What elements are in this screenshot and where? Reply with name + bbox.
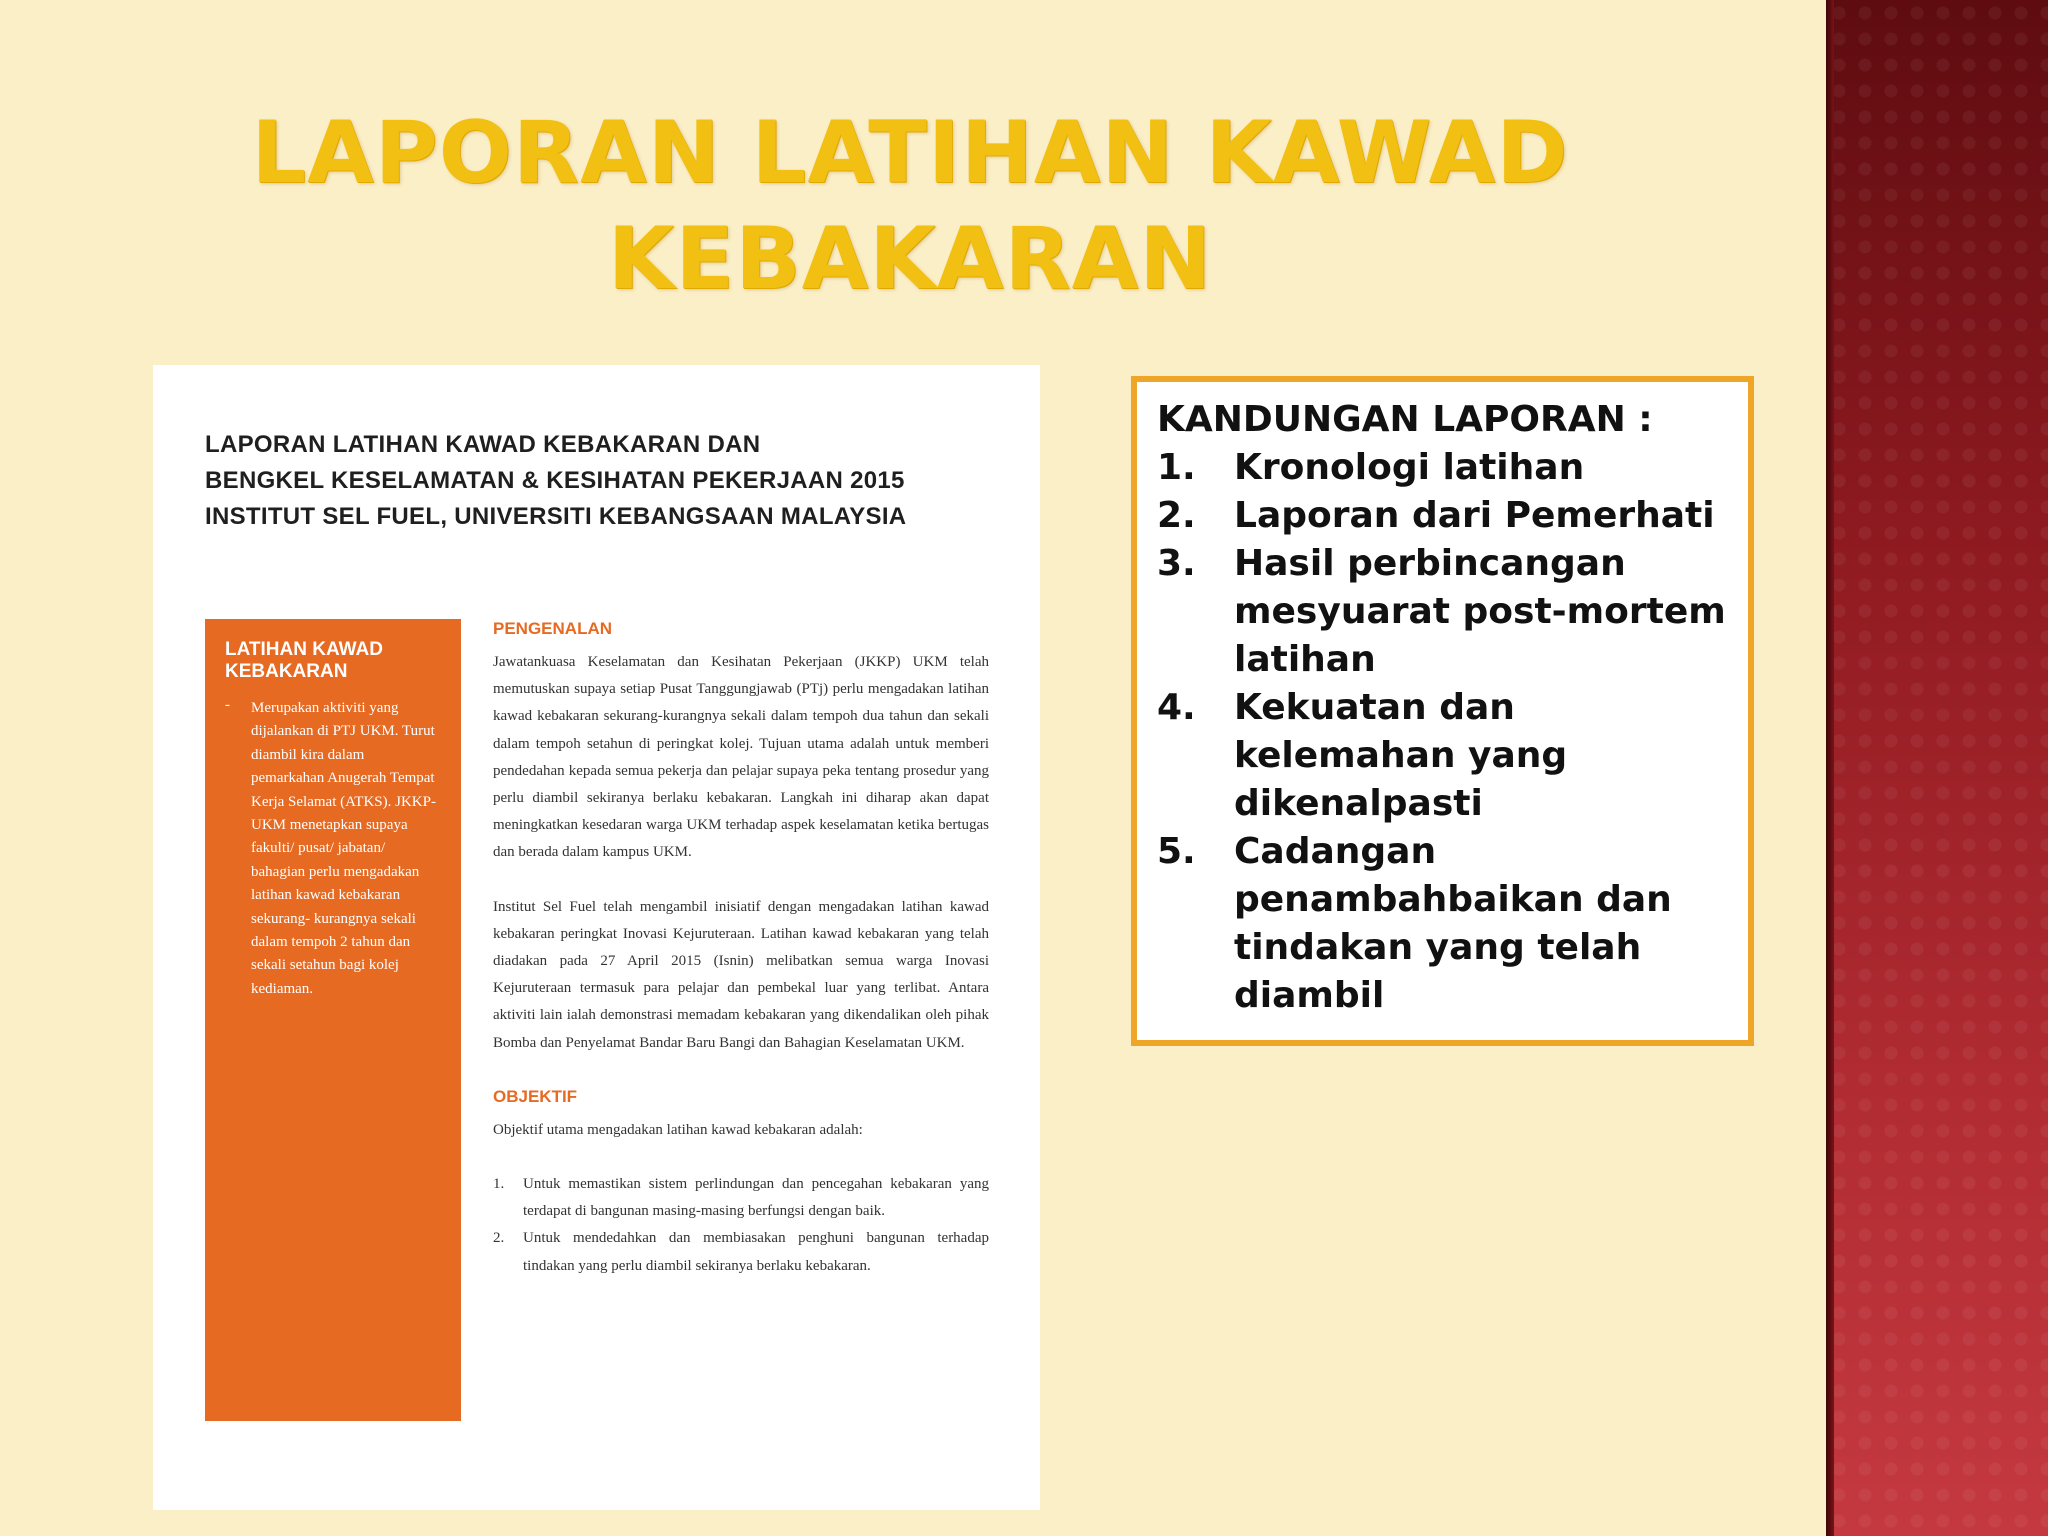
- objektif-item-text: Untuk memastikan sistem perlindungan dan pencegahan kebakaran yang terdapat di bangunan masing-masing berfungsi dengan baik.: [523, 1176, 989, 1220]
- contents-item-text: Hasil perbincangan mesyuarat post-mortem latihan: [1234, 543, 1726, 680]
- contents-item-number: 3.: [1157, 543, 1196, 584]
- objektif-intro: Objektif utama mengadakan latihan kawad kebakaran adalah:: [493, 1121, 863, 1138]
- contents-title: KANDUNGAN LAPORAN :: [1157, 399, 1653, 440]
- objektif-item-number: 2.: [493, 1230, 505, 1247]
- document-header-line-3: INSTITUT SEL FUEL, UNIVERSITI KEBANGSAAN MALAYSIA: [205, 503, 907, 530]
- contents-item-number: 4.: [1157, 687, 1196, 728]
- objektif-heading: OBJEKTIF: [493, 1086, 578, 1106]
- contents-item-number: 2.: [1157, 495, 1196, 536]
- document-header-line-1: LAPORAN LATIHAN KAWAD KEBAKARAN DAN: [205, 431, 761, 458]
- contents-item-number: 5.: [1157, 831, 1196, 872]
- objektif-item: [493, 1225, 989, 1279]
- slide-title-line-1: LAPORAN LATIHAN KAWAD: [251, 103, 1569, 203]
- contents-item-text: Kronologi latihan: [1234, 447, 1585, 488]
- contents-item: [1157, 828, 1728, 1020]
- slide-title: [240, 100, 1580, 312]
- sidebar-title: LATIHAN KAWAD KEBAKARAN: [225, 639, 383, 682]
- sidebar-bullet: -: [225, 697, 230, 713]
- objektif-item-text: Untuk mendedahkan dan membiasakan penghuni bangunan terhadap tindakan yang perlu diambil sekiranya berlaku kebakaran.: [523, 1230, 989, 1274]
- contents-item-text: Kekuatan dan kelemahan yang dikenalpasti: [1234, 687, 1568, 824]
- slide-title-line-2: KEBAKARAN: [607, 209, 1213, 309]
- contents-item: [1157, 492, 1728, 540]
- contents-item: [1157, 684, 1728, 828]
- contents-item-text: Laporan dari Pemerhati: [1234, 495, 1715, 536]
- objektif-item-number: 1.: [493, 1176, 505, 1193]
- document-header: [205, 427, 1005, 535]
- contents-item-text: Cadangan penambahbaikan dan tindakan yang telah diambil: [1234, 831, 1672, 1016]
- pengenalan-paragraph-2: Institut Sel Fuel telah mengambil inisiatif dengan mengadakan latihan kawad kebakaran peringkat Inovasi Kejuruteraan. Latihan kawad kebakaran yang telah diadakan pada 27 April 2015 (Isnin) melibatkan semua warga Inovasi Kejuruteraan termasuk para pelajar dan pembekal luar yang terlibat. Antara aktiviti lain ialah demonstrasi memadam kebakaran yang dikendalikan oleh pihak Bomba dan Penyelamat Bandar Baru Bangi dan Bahagian Keselamatan UKM.: [493, 898, 989, 1051]
- objektif-item: [493, 1171, 989, 1225]
- contents-item-number: 1.: [1157, 447, 1196, 488]
- pengenalan-heading: PENGENALAN: [493, 619, 613, 638]
- document-sidebar: [205, 619, 461, 1421]
- contents-item: [1157, 540, 1728, 684]
- contents-list: [1157, 444, 1728, 1020]
- document-main-column: [493, 619, 989, 1280]
- objektif-section: [493, 1087, 989, 1280]
- pengenalan-paragraph-1: Jawatankuasa Keselamatan dan Kesihatan Pekerjaan (JKKP) UKM telah memutuskan supaya setiap Pusat Tanggungjawab (PTj) perlu mengadakan latihan kawad kebakaran sekurang-kurangnya sekali dalam tempoh dua tahun dan sekali dalam tempoh setahun di peringkat kolej. Tujuan utama adalah untuk memberi pendedahan kepada semua pekerja dan pelajar supaya peka tentang prosedur yang perlu diambil sekiranya berlaku kebakaran. Langkah ini diharap akan dapat meningkatkan kesedaran warga UKM terhadap aspek keselamatan ketika bertugas dan berada dalam kampus UKM.: [493, 654, 989, 861]
- decorative-side-band: [1826, 0, 2048, 1536]
- contents-box: [1131, 376, 1754, 1046]
- contents-item: [1157, 444, 1728, 492]
- sidebar-text: Merupakan aktiviti yang dijalankan di PTJ UKM. Turut diambil kira dalam pemarkahan Anugerah Tempat Kerja Selamat (ATKS). JKKP-UKM menetapkan supaya fakulti/ pusat/ jabatan/ bahagian perlu mengadakan latihan kawad kebakaran sekurang- kurangnya sekali dalam tempoh 2 tahun dan sekali setahun bagi kolej kediaman.: [251, 700, 436, 997]
- document-header-line-2: BENGKEL KESELAMATAN & KESIHATAN PEKERJAAN 2015: [205, 467, 905, 494]
- report-document-image: [153, 365, 1040, 1510]
- sidebar-item: [225, 697, 443, 1001]
